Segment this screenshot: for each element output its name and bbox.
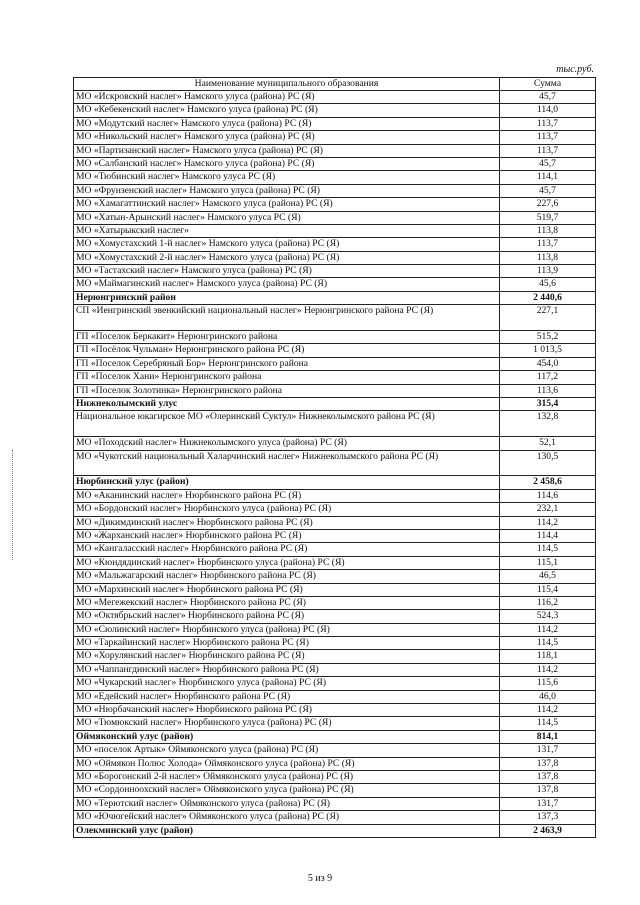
table-row	[74, 224, 596, 237]
table-row	[74, 184, 596, 197]
row-name: МО «Хамагаттинский наслег» Намского улуса (района) РС (Я)	[74, 198, 500, 211]
row-sum: 45,7	[500, 91, 596, 104]
row-sum: 45,7	[500, 157, 596, 170]
table-row	[74, 503, 596, 516]
table-row	[74, 117, 596, 130]
table-row	[74, 305, 596, 331]
table-row	[74, 757, 596, 770]
margin-marks	[12, 450, 16, 560]
row-sum: 113,7	[500, 117, 596, 130]
row-sum: 814,1	[500, 730, 596, 743]
section-row	[74, 291, 596, 304]
row-name: МО «Ючюгейский наслег» Оймяконского улуса (района) РС (Я)	[74, 811, 500, 824]
table-row	[74, 610, 596, 623]
row-name: МО «Октябрьский наслег» Нюрбинского района РС (Я)	[74, 610, 500, 623]
row-name: ГП «Поселок Хани» Нерюнгринского района	[74, 371, 500, 384]
row-name: МО «Мархинский наслег» Нюрбинского района РС (Я)	[74, 583, 500, 596]
row-name: МО «Оймякон Полюс Холода» Оймяконского улуса (района) РС (Я)	[74, 757, 500, 770]
table-row	[74, 437, 596, 450]
row-name: МО «Хомустахский 2-й наслег» Намского улуса (района) РС (Я)	[74, 251, 500, 264]
table-row	[74, 450, 596, 476]
row-name: ГП «Поселок Золотинка» Нерюнгринского района	[74, 384, 500, 397]
row-sum: 131,7	[500, 797, 596, 810]
row-name: ГП «Поселок Беркакит» Нерюнгринского района	[74, 331, 500, 344]
table-row	[74, 278, 596, 291]
table-row	[74, 637, 596, 650]
row-sum: 114,4	[500, 529, 596, 542]
row-sum: 1 013,5	[500, 344, 596, 357]
table-row	[74, 690, 596, 703]
row-name: Национальное юкагирское МО «Олеринский Суктул» Нижнеколымского района РС (Я)	[74, 411, 500, 437]
row-sum: 130,5	[500, 450, 596, 476]
row-name: МО «Кюндядинский наслег» Нюрбинского улуса (района) РС (Я)	[74, 556, 500, 569]
row-name: МО «Тастахский наслег» Намского улуса (района) РС (Я)	[74, 265, 500, 278]
row-sum: 227,6	[500, 198, 596, 211]
page-number: 5 из 9	[307, 873, 333, 884]
row-name: МО «Нюрбачанский наслег» Нюрбинского района РС (Я)	[74, 704, 500, 717]
row-name: МО «Искровский наслег» Намского улуса (района) РС (Я)	[74, 91, 500, 104]
table-row	[74, 384, 596, 397]
table-row	[74, 583, 596, 596]
row-name: ГП «Посёлок Чульман» Нерюнгринского района РС (Я)	[74, 344, 500, 357]
table-row	[74, 797, 596, 810]
row-name: МО «Едейский наслег» Нюрбинского района РС (Я)	[74, 690, 500, 703]
row-sum: 2 458,6	[500, 476, 596, 489]
header-name: Наименование муниципального образования	[74, 78, 500, 91]
row-sum: 113,8	[500, 251, 596, 264]
row-sum: 524,3	[500, 610, 596, 623]
table-row	[74, 623, 596, 636]
table-row	[74, 104, 596, 117]
row-name: МО «Терютский наслег» Оймяконского улуса (района) РС (Я)	[74, 797, 500, 810]
row-sum: 118,1	[500, 650, 596, 663]
section-row	[74, 398, 596, 411]
table-header-row	[74, 78, 596, 91]
table-row	[74, 516, 596, 529]
row-sum: 454,0	[500, 357, 596, 370]
row-sum: 137,8	[500, 770, 596, 783]
table-row	[74, 251, 596, 264]
row-sum: 2 463,9	[500, 824, 596, 837]
row-sum: 52,1	[500, 437, 596, 450]
row-name: МО «Хатырыкский наслег»	[74, 224, 500, 237]
row-name: МО «Борогонский 2-й наслег» Оймяконского улуса (района) РС (Я)	[74, 770, 500, 783]
row-name: СП «Иенгринский эвенкийский национальный наслег» Нерюнгринского района РС (Я)	[74, 305, 500, 331]
row-name: МО «Чаппангдинский наслег» Нюрбинского района РС (Я)	[74, 663, 500, 676]
header-sum: Сумма	[500, 78, 596, 91]
row-name: МО «Маймагинский наслег» Намского улуса (района) РС (Я)	[74, 278, 500, 291]
row-sum: 113,9	[500, 265, 596, 278]
table-row	[74, 543, 596, 556]
row-sum: 137,8	[500, 757, 596, 770]
row-name: МО «Модутский наслег» Намского улуса (района) РС (Я)	[74, 117, 500, 130]
row-sum: 114,0	[500, 104, 596, 117]
table-row	[74, 171, 596, 184]
row-sum: 315,4	[500, 398, 596, 411]
row-name: МО «Кебекенский наслег» Намского улуса (района) РС (Я)	[74, 104, 500, 117]
units-label: тыс.руб.	[556, 64, 594, 75]
row-name: МО «Никольский наслег» Намского улуса (района) РС (Я)	[74, 131, 500, 144]
row-sum: 114,5	[500, 543, 596, 556]
row-sum: 114,1	[500, 171, 596, 184]
table-row	[74, 157, 596, 170]
row-name: МО «Чукотский национальный Халарчинский наслег» Нижнеколымского района РС (Я)	[74, 450, 500, 476]
row-sum: 114,2	[500, 623, 596, 636]
table-row	[74, 556, 596, 569]
row-sum: 131,7	[500, 744, 596, 757]
table-row	[74, 529, 596, 542]
row-sum: 114,2	[500, 663, 596, 676]
row-name: МО «Мегежекский наслег» Нюрбинского района РС (Я)	[74, 596, 500, 609]
row-name: МО «Чукарский наслег» Нюрбинского улуса (района) РС (Я)	[74, 677, 500, 690]
row-sum: 114,6	[500, 489, 596, 502]
row-sum: 132,8	[500, 411, 596, 437]
row-name: МО «Походский наслег» Нижнеколымского улуса (района) РС (Я)	[74, 437, 500, 450]
row-sum: 2 440,6	[500, 291, 596, 304]
row-sum: 113,7	[500, 144, 596, 157]
row-sum: 114,2	[500, 704, 596, 717]
row-name: МО «Тюбинский наслег» Намского улуса РС (Я)	[74, 171, 500, 184]
row-name: МО «Хорулянский наслег» Нюрбинского района РС (Я)	[74, 650, 500, 663]
row-name: МО «Мальжагарский наслег» Нюрбинского района РС (Я)	[74, 570, 500, 583]
table-row	[74, 238, 596, 251]
row-name: Нерюнгринский район	[74, 291, 500, 304]
table-body	[74, 91, 596, 838]
row-name: Нюрбинский улус (район)	[74, 476, 500, 489]
municipal-sums-table	[73, 77, 596, 838]
row-sum: 113,7	[500, 131, 596, 144]
row-name: МО «Партизанский наслег» Намского улуса (района) РС (Я)	[74, 144, 500, 157]
row-sum: 114,2	[500, 516, 596, 529]
section-row	[74, 824, 596, 837]
row-name: МО «поселок Артык» Оймяконского улуса (района) РС (Я)	[74, 744, 500, 757]
row-name: МО «Дикимдинский наслег» Нюрбинского района РС (Я)	[74, 516, 500, 529]
row-sum: 116,2	[500, 596, 596, 609]
table-row	[74, 265, 596, 278]
row-sum: 113,7	[500, 238, 596, 251]
row-sum: 45,7	[500, 184, 596, 197]
row-name: МО «Сюлинский наслег» Нюрбинского улуса (района) РС (Я)	[74, 623, 500, 636]
table-row	[74, 596, 596, 609]
table-row	[74, 357, 596, 370]
row-name: МО «Хатын-Арынский наслег» Намского улуса РС (Я)	[74, 211, 500, 224]
row-name: Оймяконский улус (район)	[74, 730, 500, 743]
table-row	[74, 704, 596, 717]
table-row	[74, 131, 596, 144]
row-sum: 515,2	[500, 331, 596, 344]
row-sum: 45,6	[500, 278, 596, 291]
row-sum: 519,7	[500, 211, 596, 224]
row-name: МО «Жарханский наслег» Нюрбинского района РС (Я)	[74, 529, 500, 542]
section-row	[74, 476, 596, 489]
section-row	[74, 730, 596, 743]
row-name: МО «Хомустахский 1-й наслег» Намского улуса (района) РС (Я)	[74, 238, 500, 251]
table-row	[74, 717, 596, 730]
row-sum: 115,4	[500, 583, 596, 596]
table-row	[74, 744, 596, 757]
table-row	[74, 211, 596, 224]
table-row	[74, 144, 596, 157]
row-sum: 117,2	[500, 371, 596, 384]
table-row	[74, 650, 596, 663]
row-sum: 113,8	[500, 224, 596, 237]
row-sum: 232,1	[500, 503, 596, 516]
row-sum: 114,5	[500, 717, 596, 730]
row-name: МО «Кангаласский наслег» Нюрбинского района РС (Я)	[74, 543, 500, 556]
table-row	[74, 91, 596, 104]
table-row	[74, 198, 596, 211]
row-name: МО «Фрунзенский наслег» Намского улуса (района) РС (Я)	[74, 184, 500, 197]
row-name: МО «Бордонский наслег» Нюрбинского улуса (района) РС (Я)	[74, 503, 500, 516]
table-row	[74, 770, 596, 783]
row-name: ГП «Поселок Серебряный Бор» Нерюнгринского района	[74, 357, 500, 370]
row-name: МО «Тюмюкский наслег» Нюрбинского улуса (района) РС (Я)	[74, 717, 500, 730]
table-row	[74, 371, 596, 384]
table-row	[74, 331, 596, 344]
table-row	[74, 570, 596, 583]
row-name: МО «Салбанский наслег» Намского улуса (района) РС (Я)	[74, 157, 500, 170]
table-row	[74, 784, 596, 797]
row-sum: 115,1	[500, 556, 596, 569]
row-name: МО «Аканинский наслег» Нюрбинского района РС (Я)	[74, 489, 500, 502]
table-row	[74, 489, 596, 502]
row-name: Олекминский улус (район)	[74, 824, 500, 837]
row-sum: 115,6	[500, 677, 596, 690]
row-sum: 137,3	[500, 811, 596, 824]
row-name: МО «Сордонноохский наслег» Оймяконского улуса (района) РС (Я)	[74, 784, 500, 797]
row-sum: 113,6	[500, 384, 596, 397]
row-sum: 46,5	[500, 570, 596, 583]
table-row	[74, 811, 596, 824]
table-row	[74, 677, 596, 690]
table-row	[74, 344, 596, 357]
table-row	[74, 663, 596, 676]
row-sum: 114,5	[500, 637, 596, 650]
row-sum: 227,1	[500, 305, 596, 331]
row-sum: 137,8	[500, 784, 596, 797]
row-sum: 46,0	[500, 690, 596, 703]
row-name: Нижнеколымский улус	[74, 398, 500, 411]
table-row	[74, 411, 596, 437]
row-name: МО «Таркайинский наслег» Нюрбинского района РС (Я)	[74, 637, 500, 650]
